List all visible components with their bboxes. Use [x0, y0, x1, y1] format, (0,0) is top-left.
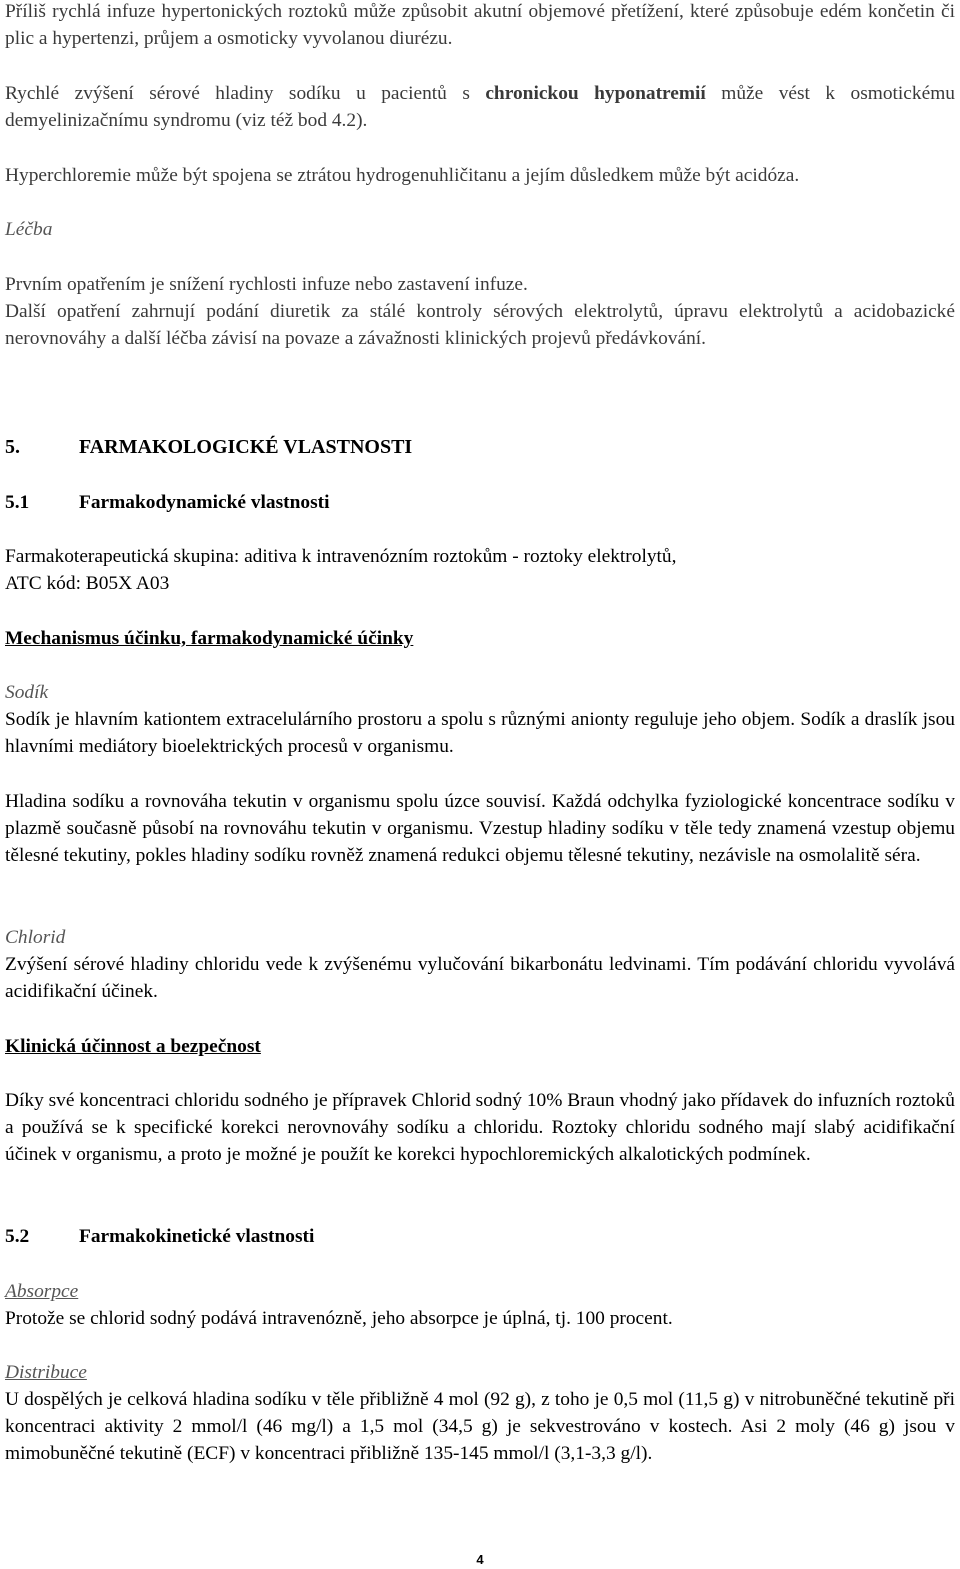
section-5-2-number: 5.2 — [5, 1226, 30, 1247]
heading-mechanism: Mechanismus účinku, farmakodynamické účinky — [5, 628, 414, 649]
paragraph-absorption: Protože se chlorid sodný podává intravenózně, jeho absorpce je úplná, tj. 100 procent. — [5, 1308, 673, 1329]
paragraph-sodium-role: Sodík je hlavním kationtem extracelulárního prostoru a spolu s různými anionty reguluje jeho objem. Sodík a draslík jsou hlavními mediátory bioelektrických procesů v organismu. — [5, 709, 955, 757]
section-5-number: 5. — [5, 436, 20, 458]
paragraph-overdose-infusion: Příliš rychlá infuze hypertonických roztoků může způsobit akutní objemové přetížení, které způsobuje edém končetin či plic a hypertenzi, průjem a osmoticky vyvolanou diurézu. — [5, 1, 955, 49]
paragraph-sodium-fluid-balance: Hladina sodíku a rovnováha tekutin v organismu spolu úzce souvisí. Každá odchylka fyziologické koncentrace sodíku v plazmě současně působí na rovnováhu tekutin v organismu. Vzestup hladiny sodíku v těle tedy znamená vzestup objemu tělesné tekutiny, pokles hladiny sodíku rovněž znamená redukci objemu tělesné tekutiny, nezávisle na osmolalitě séra. — [5, 791, 955, 866]
section-5-heading — [5, 434, 955, 461]
paragraph-clinical-efficacy: Díky své koncentraci chloridu sodného je přípravek Chlorid sodný 10% Braun vhodný jako přídavek do infuzních roztoků a používá se k specifické korekci nerovnováhy sodíku a chloridu. Roztoky chloridu sodného mají slabý acidifikační účinek v organismu, a proto je možné je použít ke korekci hypochloremických alkalotických podmínek. — [5, 1090, 955, 1165]
atc-code: ATC kód: B05X A03 — [5, 573, 170, 594]
heading-distribution: Distribuce — [5, 1362, 87, 1383]
paragraph-hyperchloremia: Hyperchloremie může být spojena se ztrátou hydrogenuhličitanu a jejím důsledkem může být acidóza. — [5, 165, 800, 186]
paragraph-hyponatremia-post: může vést k osmotickému demyelinizačnímu syndromu (viz též bod 4.2). — [5, 83, 955, 131]
paragraph-further-measures: Další opatření zahrnují podání diuretik za stálé kontroly sérových elektrolytů, úpravu elektrolytů a acidobazické nerovnováhy a další léčba závisí na povaze a závažnosti klinických projevů předávkování. — [5, 301, 955, 349]
paragraph-chloride-effect: Zvýšení sérové hladiny chloridu vede k zvýšenému vylučování bikarbonátu ledvinami. Tím podávání chloridu vyvolává acidifikační účinek. — [5, 954, 955, 1002]
paragraph-hyponatremia — [5, 80, 955, 134]
paragraph-first-measure: Prvním opatřením je snížení rychlosti infuze nebo zastavení infuze. — [5, 274, 528, 295]
paragraph-distribution: U dospělých je celková hladina sodíku v těle přibližně 4 mol (92 g), z toho je 0,5 mol (11,5 g) v nitrobuněčné tekutině při koncentraci aktivity 2 mmol/l (46 mg/l) a 1,5 mol (34,5 g) je sekvestrováno v kostech. Asi 2 moly (46 g) jsou v mimobuněčné tekutině (ECF) v koncentraci přibližně 135-145 mmol/l (3,1-3,3 g/l). — [5, 1389, 955, 1464]
paragraph-hyponatremia-bold: chronickou hyponatremií — [485, 83, 706, 104]
heading-treatment: Léčba — [5, 219, 53, 240]
section-5-title: FARMAKOLOGICKÉ VLASTNOSTI — [79, 436, 413, 458]
section-5-1-number: 5.1 — [5, 492, 30, 513]
heading-clinical-efficacy: Klinická účinnost a bezpečnost — [5, 1036, 261, 1057]
heading-absorption: Absorpce — [5, 1281, 79, 1302]
page-number: 4 — [476, 1552, 484, 1567]
paragraph-hyponatremia-pre: Rychlé zvýšení sérové hladiny sodíku u pacientů s — [5, 83, 486, 104]
section-5-2-heading — [5, 1223, 955, 1250]
section-5-2-title: Farmakokinetické vlastnosti — [79, 1226, 315, 1247]
section-5-1-heading — [5, 489, 955, 516]
heading-chloride: Chlorid — [5, 927, 66, 948]
pharmacotherapeutic-group: Farmakoterapeutická skupina: aditiva k intravenózním roztokům - roztoky elektrolytů, — [5, 546, 677, 567]
section-5-1-title: Farmakodynamické vlastnosti — [79, 492, 330, 513]
heading-sodium: Sodík — [5, 682, 49, 703]
